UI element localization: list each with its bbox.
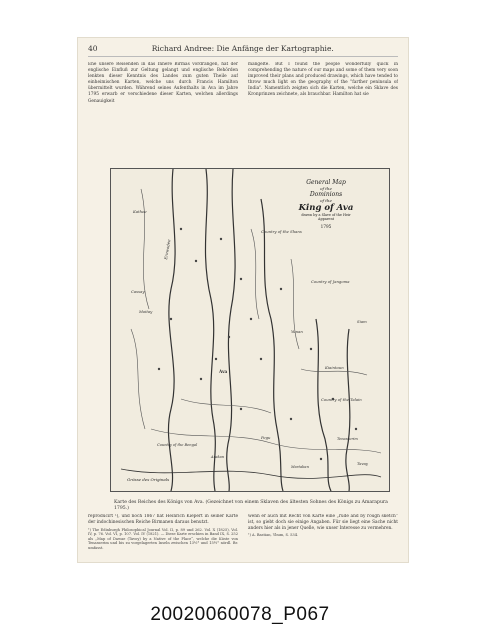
bottom-right-footnote: ¹) A. Bastian, Ybum, S. 534. <box>248 533 299 538</box>
cartouche-line3: Dominions <box>309 191 343 198</box>
label-tavay: Tavay <box>357 461 369 466</box>
top-right-column: mangelte. But I found the people wonderfully quick in comprehending the nature of our maps and some of them very soon improved their plans and produced drawings, which have tended to throw much light on the geography of the "farther peninsula of India". Namentlich zeigten sich die Karten, welche ein Sklave des Kronprinzen zeichnete, als brauchbar. Hamilton hat sie <box>248 62 398 98</box>
cartouche-small: drawn by a Slave of the Heir Apparent <box>301 213 351 222</box>
label-great-river: Erawadee <box>163 238 172 260</box>
river-5 <box>316 319 331 491</box>
label-tenasserim: Tenasserim <box>337 437 358 441</box>
label-talain: Country of the Talain <box>321 397 362 402</box>
running-title: Richard Andree: Die Anfänge der Kartographie. <box>151 44 334 53</box>
label-bengal: Country of the Bengal <box>157 443 198 447</box>
historic-map <box>110 168 390 492</box>
label-yunan: Yunan <box>291 329 303 334</box>
bottom-right-column <box>248 514 398 558</box>
bottom-text-columns <box>88 514 398 558</box>
label-arakan: Arakan <box>211 455 225 459</box>
map-cartouche <box>293 179 359 229</box>
cartouche-line2: of the <box>320 186 332 191</box>
map-scale-note: Grösse des Originals <box>127 477 170 482</box>
page-number: 40 <box>88 44 98 53</box>
map-caption: Karte des Reiches des Königs von Ava. (Gezeichnet von einem Sklaven des ältesten Sohnes des Königs zu Amarapura 1795.) <box>114 500 388 511</box>
label-pegu: Pegu <box>261 435 271 440</box>
top-text-columns <box>88 62 398 164</box>
label-ava: Ava <box>219 369 228 374</box>
label-siam: Siam <box>357 319 367 324</box>
label-cassay: Cassay <box>131 289 145 294</box>
cartouche-line1: General Map <box>306 179 346 186</box>
river-3 <box>227 169 235 491</box>
label-country-shans: Country of the Shans <box>261 229 302 234</box>
label-kathee: Kathee <box>133 209 147 214</box>
cartouche-line4: of the <box>320 198 332 203</box>
label-jangoma: Country of Jangoma <box>311 279 350 284</box>
cartouche-year: 1795 <box>320 223 332 229</box>
book-page <box>78 38 408 562</box>
page-header <box>88 44 398 57</box>
label-martaban: Martaban <box>291 465 309 469</box>
bottom-left-footnote: ¹) The Edinburgh Philosophical Journal Vol. II, p. 89 und 262. Vol. X (1825), Vol. IV, p. 76. Vol. VI, p. 107. Vol. IV (1821). — Diese Karte erschien in Band IX, S. 252 als „Map of Dawae (Tavoy) by a Native of the Place“, welche die Küste von Tenasserim und bis zu vorgelagerten Inseln zwischen 13½° und 15½° nördl. Br. umfasst. <box>88 527 238 550</box>
label-moitay: Moitay <box>139 309 153 314</box>
label-kiaintoun: Kiaintoun <box>325 365 344 370</box>
cartouche-line5: King of Ava <box>298 203 354 213</box>
bottom-left-column <box>88 514 238 558</box>
river-2 <box>205 169 215 491</box>
river-4 <box>261 199 283 491</box>
river-6 <box>346 329 350 491</box>
bottom-left-text: reproducirt ¹), und noch 1867 hat Heinrich Kiepert in seiner Karte der indochinesischen Reiche Birmanen daraus benutzt. <box>88 514 238 525</box>
top-left-column: Ehe unsere Reisenden in das Innere Birmas vordrangen, hat der englische Einfluß zur Geltung gelangt und englische Behörden lenkten dieser Kenntnis des Landes zum guten Theile auf einheimischen Karten, welche uns durch Francis Hamilton übermittelt wurden. Während seines Aufenthalts in Ava im Jahre 1795 erwarb er verschiedene dieser Karten, welchen allerdings Genauigkeit <box>88 62 238 104</box>
document-id: 20020060078_P067 <box>150 604 330 625</box>
bottom-right-text: wenn er auch mit Recht von Karte eine „rude and by rough sketch“ ist, so giebt doch sie einige Angaben. Für sie liegt eine Sache nicht anders hier als in jener Quelle, wie unser Interesse zu vermehren. <box>248 514 398 531</box>
